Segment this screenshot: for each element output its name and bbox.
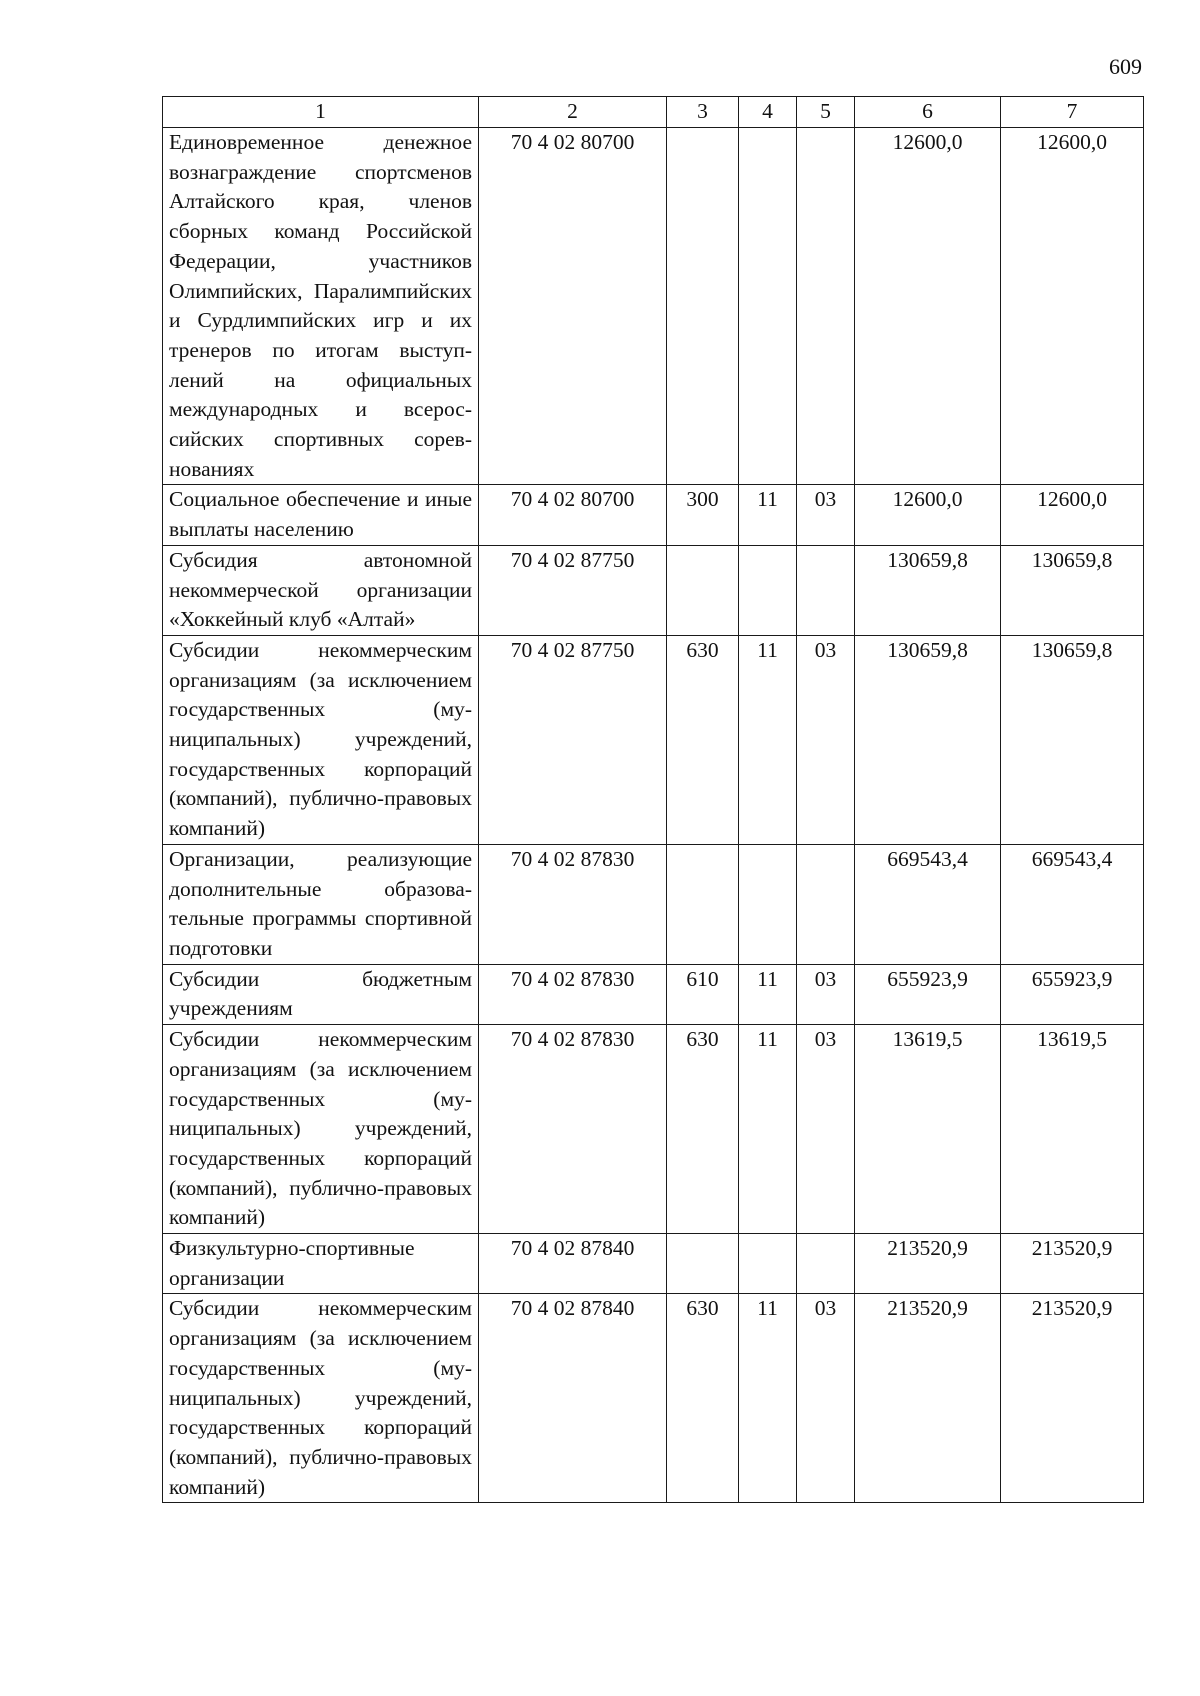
row-col4	[739, 1234, 797, 1294]
row-amount-6: 12600,0	[855, 128, 1001, 485]
table-row	[163, 964, 1144, 1024]
row-col3	[667, 844, 739, 964]
row-amount-7: 130659,8	[1001, 545, 1144, 635]
row-col5: 03	[797, 1294, 855, 1503]
row-amount-6: 12600,0	[855, 485, 1001, 545]
row-amount-7: 13619,5	[1001, 1025, 1144, 1234]
column-header: 6	[855, 97, 1001, 128]
row-code: 70 4 02 87840	[479, 1234, 667, 1294]
row-amount-7: 12600,0	[1001, 128, 1144, 485]
row-col4	[739, 844, 797, 964]
table-row	[163, 485, 1144, 545]
row-code: 70 4 02 80700	[479, 485, 667, 545]
table-row	[163, 844, 1144, 964]
row-col3	[667, 1234, 739, 1294]
row-col5	[797, 128, 855, 485]
row-amount-6: 213520,9	[855, 1234, 1001, 1294]
column-header: 2	[479, 97, 667, 128]
row-amount-6: 213520,9	[855, 1294, 1001, 1503]
row-amount-6: 669543,4	[855, 844, 1001, 964]
row-col4	[739, 128, 797, 485]
row-name: Организации, реализующие дополнительные образовательные программы спортивной подготовки	[163, 844, 479, 964]
row-col5	[797, 545, 855, 635]
row-col3: 610	[667, 964, 739, 1024]
row-code: 70 4 02 87840	[479, 1294, 667, 1503]
row-amount-6: 130659,8	[855, 635, 1001, 844]
column-header: 1	[163, 97, 479, 128]
row-amount-7: 213520,9	[1001, 1234, 1144, 1294]
page-number: 609	[1109, 54, 1142, 79]
row-name: Субсидии некоммерческим организациям (за исключением государственных (муниципальных) учреждений, государственных корпораций (компаний), публично-правовых компаний)	[163, 1025, 479, 1234]
row-col5	[797, 844, 855, 964]
column-header: 3	[667, 97, 739, 128]
row-col5: 03	[797, 1025, 855, 1234]
row-name: Физкультурно-спортивные организации	[163, 1234, 479, 1294]
row-col4: 11	[739, 964, 797, 1024]
row-name: Субсидии некоммерческим организациям (за исключением государственных (муниципальных) учреждений, государственных корпораций (компаний), публично-правовых компаний)	[163, 1294, 479, 1503]
row-name: Субсидия автономной некоммерческой организации «Хоккейный клуб «Алтай»	[163, 545, 479, 635]
table-row	[163, 1234, 1144, 1294]
table-row	[163, 635, 1144, 844]
column-header: 4	[739, 97, 797, 128]
row-amount-6: 655923,9	[855, 964, 1001, 1024]
row-col5: 03	[797, 485, 855, 545]
row-col5	[797, 1234, 855, 1294]
row-amount-6: 13619,5	[855, 1025, 1001, 1234]
table-header-row	[163, 97, 1144, 128]
table-row	[163, 1025, 1144, 1234]
row-code: 70 4 02 87830	[479, 844, 667, 964]
row-amount-7: 213520,9	[1001, 1294, 1144, 1503]
budget-table	[162, 96, 1144, 1503]
column-header: 5	[797, 97, 855, 128]
row-amount-7: 669543,4	[1001, 844, 1144, 964]
table-row	[163, 545, 1144, 635]
row-name: Социальное обеспечение и иные выплаты населению	[163, 485, 479, 545]
row-col4: 11	[739, 1294, 797, 1503]
row-name: Субсидии бюджетным учреждениям	[163, 964, 479, 1024]
row-col3: 630	[667, 635, 739, 844]
row-col3	[667, 545, 739, 635]
row-name: Субсидии некоммерческим организациям (за исключением государственных (муниципальных) учреждений, государственных корпораций (компаний), публично-правовых компаний)	[163, 635, 479, 844]
row-col3: 630	[667, 1025, 739, 1234]
row-code: 70 4 02 87830	[479, 1025, 667, 1234]
row-name: Единовременное денежное вознаграждение спортсменов Алтайского края, членов сборных команд Российской Федерации, участников Олимпийских, Паралимпийских и Сурдлимпийских игр и их тренеров по итогам выступлений на официальных международных и всероссийских спортивных соревнованиях	[163, 128, 479, 485]
table-row	[163, 1294, 1144, 1503]
row-col4: 11	[739, 485, 797, 545]
row-col4: 11	[739, 635, 797, 844]
row-col4	[739, 545, 797, 635]
row-col3	[667, 128, 739, 485]
row-code: 70 4 02 87830	[479, 964, 667, 1024]
row-code: 70 4 02 80700	[479, 128, 667, 485]
row-col3: 630	[667, 1294, 739, 1503]
row-amount-7: 12600,0	[1001, 485, 1144, 545]
table-row	[163, 128, 1144, 485]
row-col3: 300	[667, 485, 739, 545]
row-code: 70 4 02 87750	[479, 545, 667, 635]
row-amount-7: 130659,8	[1001, 635, 1144, 844]
row-code: 70 4 02 87750	[479, 635, 667, 844]
row-amount-7: 655923,9	[1001, 964, 1144, 1024]
row-amount-6: 130659,8	[855, 545, 1001, 635]
row-col5: 03	[797, 964, 855, 1024]
column-header: 7	[1001, 97, 1144, 128]
row-col4: 11	[739, 1025, 797, 1234]
row-col5: 03	[797, 635, 855, 844]
